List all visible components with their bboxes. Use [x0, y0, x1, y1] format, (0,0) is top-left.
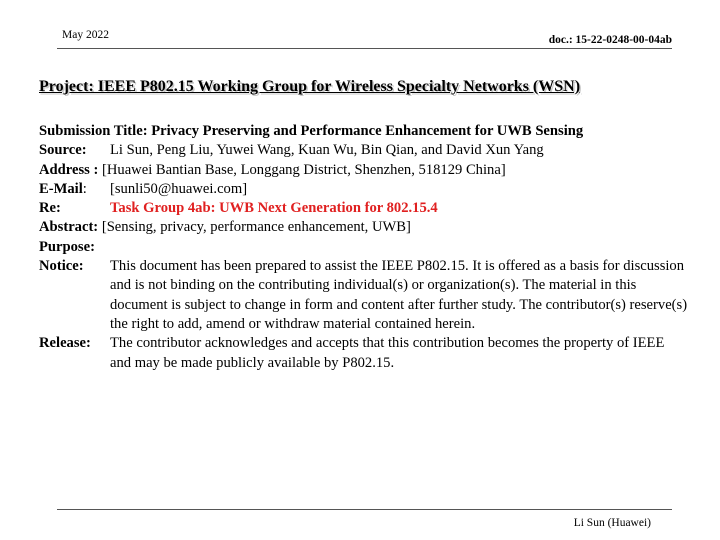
- email-value: [sunli50@huawei.com]: [110, 180, 248, 197]
- project-title: Project: IEEE P802.15 Working Group for Wireless Specialty Networks (WSN): [39, 78, 581, 95]
- purpose-row: [39, 238, 689, 257]
- footer-author: Li Sun (Huawei): [573, 517, 651, 529]
- release-row: [39, 334, 689, 373]
- notice-text: This document has been prepared to assist the IEEE P802.15. It is offered as a basis for discussion and is not binding on the contributing individual(s) or organization(s). The material in this document is subject to change in form and content after further study. The contributor(s) reserve(s) the right to add, amend or withdraw material contained herein.: [110, 258, 688, 332]
- release-text: The contributor acknowledges and accepts that this contribution becomes the property of IEEE and may be made publicly available by P802.15.: [110, 335, 665, 371]
- email-row: [39, 180, 689, 199]
- address-row: [39, 161, 689, 180]
- source-value: Li Sun, Peng Liu, Yuwei Wang, Kuan Wu, Bin Qian, and David Xun Yang: [110, 142, 544, 159]
- address-label: Address :: [39, 161, 99, 178]
- submission-details: [39, 122, 689, 373]
- re-label: Re:: [39, 200, 61, 217]
- source-row: [39, 141, 689, 160]
- source-label: Source:: [39, 142, 87, 159]
- abstract-value: [Sensing, privacy, performance enhancement, UWB]: [101, 219, 411, 236]
- re-row: [39, 199, 689, 218]
- email-label: E-Mail: [39, 180, 83, 197]
- address-value: [Huawei Bantian Base, Longgang District, Shenzhen, 518129 China]: [102, 161, 506, 178]
- submission-title-value: Privacy Preserving and Performance Enhancement for UWB Sensing: [151, 123, 584, 139]
- notice-row: [39, 257, 689, 334]
- submission-title-label: Submission Title:: [39, 123, 148, 139]
- header-divider: [57, 48, 672, 49]
- footer-divider: [57, 509, 672, 510]
- release-label: Release:: [39, 335, 91, 352]
- re-value: Task Group 4ab: UWB Next Generation for 802.15.4: [110, 200, 438, 217]
- header-date: May 2022: [62, 29, 109, 41]
- purpose-label: Purpose:: [39, 238, 95, 255]
- abstract-row: [39, 218, 689, 237]
- document-id: doc.: 15-22-0248-00-04ab: [548, 34, 672, 46]
- notice-label: Notice:: [39, 258, 84, 275]
- email-colon: :: [82, 180, 87, 197]
- abstract-label: Abstract:: [39, 219, 99, 236]
- submission-title-row: [39, 122, 689, 141]
